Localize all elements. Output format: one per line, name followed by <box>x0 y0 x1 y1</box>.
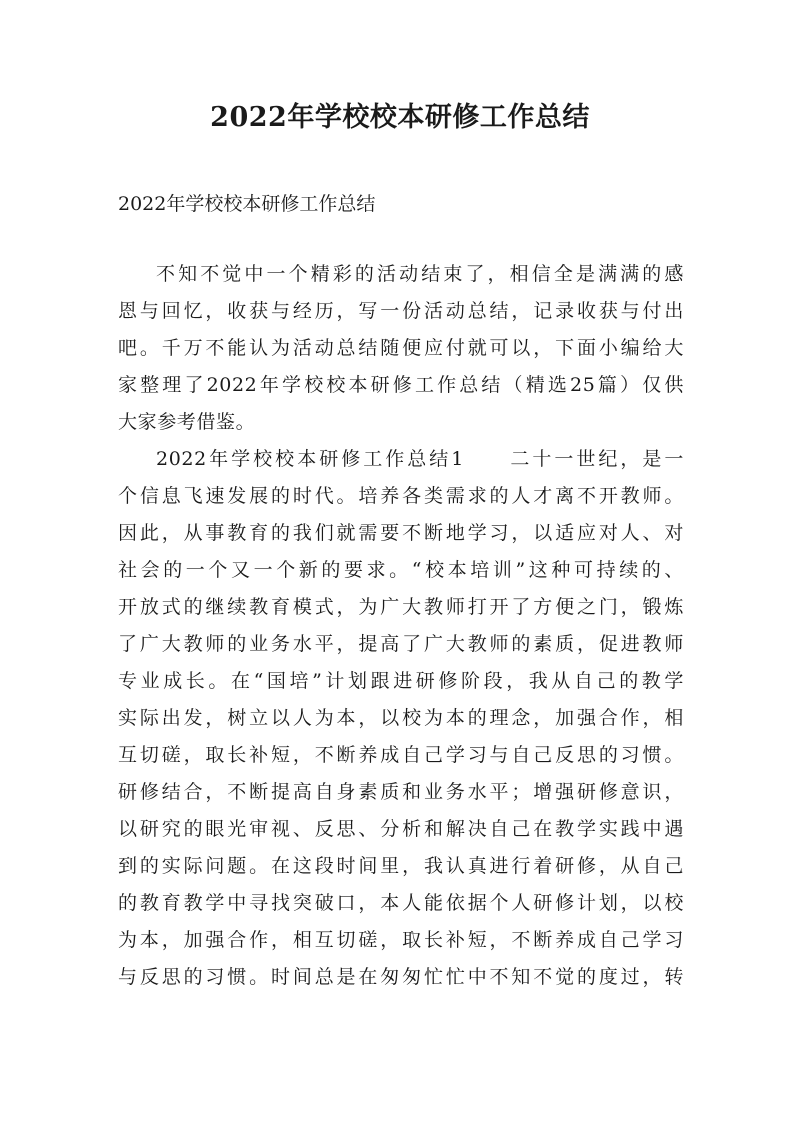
body-line: 以研究的眼光审视、反思、分析和解决自己在教学实践中遇 <box>118 818 684 840</box>
body-line: 不知不觉中一个精彩的活动结束了，相信全是满满的感 <box>156 263 684 285</box>
document-subtitle: 2022年学校校本研修工作总结 <box>118 193 376 215</box>
body-line: 恩与回忆，收获与经历，写一份活动总结，记录收获与付出 <box>118 300 684 322</box>
body-line: 实际出发，树立以人为本，以校为本的理念，加强合作，相 <box>118 707 684 729</box>
body-line: 为本，加强合作，相互切磋，取长补短，不断养成自己学习 <box>118 929 684 951</box>
body-line: 社会的一个又一个新的要求。“校本培训”这种可持续的、 <box>118 559 684 581</box>
body-line: 2022年学校校本研修工作总结1 二十一世纪，是一 <box>156 448 684 470</box>
body-line: 研修结合，不断提高自身素质和业务水平；增强研修意识， <box>118 781 684 803</box>
body-line: 专业成长。在“国培”计划跟进研修阶段，我从自己的教学 <box>118 670 684 692</box>
body-line: 因此，从事教育的我们就需要不断地学习，以适应对人、对 <box>118 522 684 544</box>
body-line: 互切磋，取长补短，不断养成自己学习与自己反思的习惯。 <box>118 744 684 766</box>
body-line: 个信息飞速发展的时代。培养各类需求的人才离不开教师。 <box>118 485 684 507</box>
body-line: 开放式的继续教育模式，为广大教师打开了方便之门，锻炼 <box>118 596 684 618</box>
body-line: 家整理了2022年学校校本研修工作总结（精选25篇）仅供 <box>118 374 684 396</box>
body-line: 大家参考借鉴。 <box>118 411 256 433</box>
body-line: 的教育教学中寻找突破口，本人能依据个人研修计划，以校 <box>118 892 684 914</box>
body-line: 吧。千万不能认为活动总结随便应付就可以，下面小编给大 <box>118 337 684 359</box>
document-body <box>118 256 684 996</box>
body-line: 了广大教师的业务水平，提高了广大教师的素质，促进教师 <box>118 633 684 655</box>
body-line: 与反思的习惯。时间总是在匆匆忙忙中不知不觉的度过，转 <box>118 966 684 988</box>
document-title: 2022年学校校本研修工作总结 <box>210 102 590 133</box>
body-line: 到的实际问题。在这段时间里，我认真进行着研修，从自己 <box>118 855 684 877</box>
